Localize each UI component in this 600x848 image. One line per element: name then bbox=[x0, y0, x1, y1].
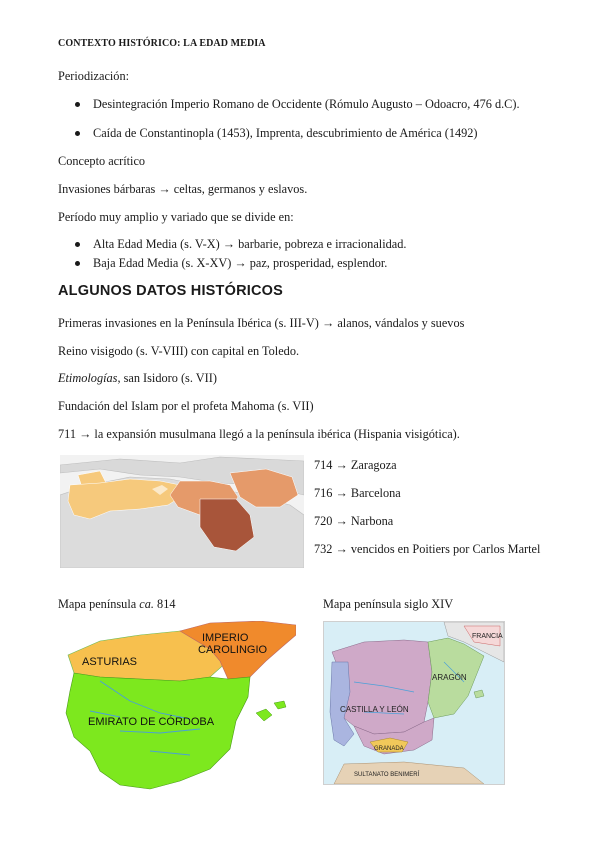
peninsula-xiv-map bbox=[323, 621, 505, 785]
bullet-icon bbox=[75, 131, 80, 136]
invasiones-text: Invasiones bárbaras → celtas, germanos y eslavos. bbox=[58, 182, 308, 196]
expansion-line: 711 → la expansión musulmana llegó a la península ibérica (Hispania visigótica). bbox=[58, 427, 460, 441]
benimeri-label: SULTANATO BENIMERÍ bbox=[354, 772, 420, 778]
left-map-caption: Mapa península ca. 814 bbox=[58, 597, 176, 611]
list-item: Baja Edad Media (s. X-XV) → paz, prosperidad, esplendor. bbox=[75, 256, 406, 271]
datos-line: Reino visigodo (s. V-VIII) con capital en Toledo. bbox=[58, 344, 300, 358]
carolingio-label: CAROLINGIO bbox=[198, 644, 268, 656]
emirato-label: EMIRATO DE CÓRDOBA bbox=[88, 716, 215, 728]
timeline-item: 732 → vencidos en Poitiers por Carlos Martel bbox=[314, 542, 541, 556]
section-heading: ALGUNOS DATOS HISTÓRICOS bbox=[58, 283, 283, 299]
periodo-list bbox=[75, 237, 406, 271]
etimologias-line: Etimologías, san Isidoro (s. VII) bbox=[58, 371, 217, 385]
peninsula-814-map bbox=[60, 621, 296, 791]
granada-label: GRANADA bbox=[374, 746, 404, 752]
list-item: Alta Edad Media (s. V-X) → barbarie, pobreza e irracionalidad. bbox=[75, 237, 406, 252]
bullet-icon bbox=[75, 242, 80, 247]
timeline-item: 716 → Barcelona bbox=[314, 486, 401, 500]
francia-label: FRANCIA bbox=[472, 633, 503, 640]
periodizacion-list bbox=[75, 97, 520, 141]
list-item: Caída de Constantinopla (1453), Imprenta, descubrimiento de América (1492) bbox=[75, 126, 520, 141]
timeline-item: 714 → Zaragoza bbox=[314, 458, 397, 472]
bullet-icon bbox=[75, 102, 80, 107]
concepto-text: Concepto acrítico bbox=[58, 154, 146, 168]
periodo-intro: Período muy amplio y variado que se divide en: bbox=[58, 210, 294, 224]
asturias-label: ASTURIAS bbox=[82, 656, 138, 668]
islam-line: Fundación del Islam por el profeta Mahoma (s. VII) bbox=[58, 399, 314, 413]
peninsula-814-graphic bbox=[60, 621, 296, 791]
imperio-label: IMPERIO bbox=[202, 632, 249, 644]
expansion-map-graphic bbox=[60, 455, 304, 568]
bullet-icon bbox=[75, 261, 80, 266]
peninsula-xiv-graphic bbox=[324, 622, 504, 784]
datos-line: Primeras invasiones en la Península Ibérica (s. III-V) → alanos, vándalos y suevos bbox=[58, 316, 465, 330]
list-item: Desintegración Imperio Romano de Occidente (Rómulo Augusto – Odoacro, 476 d.C). bbox=[75, 97, 520, 112]
islamic-expansion-map bbox=[60, 455, 304, 568]
aragon-label: ARAGÓN bbox=[432, 673, 467, 682]
page-title: CONTEXTO HISTÓRICO: LA EDAD MEDIA bbox=[58, 38, 266, 49]
periodizacion-label: Periodización: bbox=[58, 69, 130, 83]
castilla-label: CASTILLA Y LEÓN bbox=[340, 705, 409, 714]
timeline-item: 720 → Narbona bbox=[314, 514, 394, 528]
right-map-caption: Mapa península siglo XIV bbox=[323, 597, 454, 611]
